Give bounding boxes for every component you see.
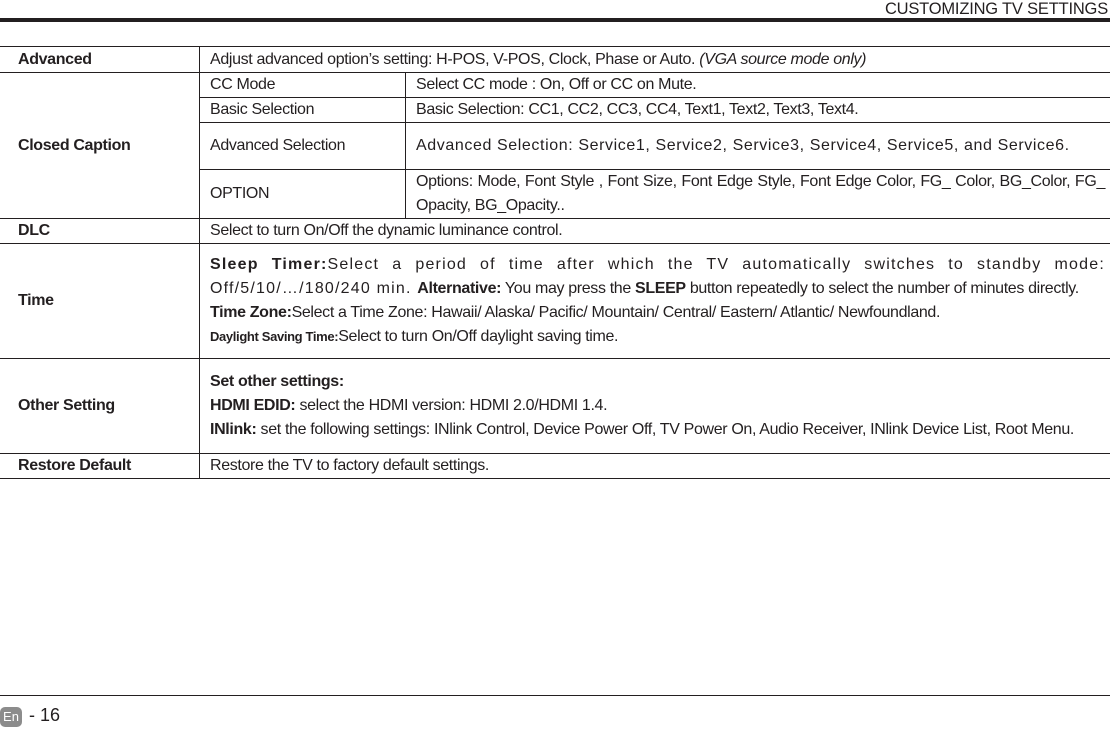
language-badge: En xyxy=(0,707,22,727)
row-label: Other Setting xyxy=(0,359,200,454)
inlink-desc: set the following settings: INlink Control, Device Power Off, TV Power On, Audio Receiver, INlink Device List, Root Menu. xyxy=(256,421,1074,438)
edid-desc: select the HDMI version: HDMI 2.0/HDMI 1.4. xyxy=(295,397,608,414)
table-row xyxy=(0,47,1110,73)
row-desc: Options: Mode, Font Style , Font Size, Font Edge Style, Font Edge Color, FG_ Color, BG_Color, FG_ Opacity, BG_Opacity.. xyxy=(406,170,1110,219)
row-label: DLC xyxy=(0,219,200,244)
table-row xyxy=(0,454,1110,479)
tz-desc: Select a Time Zone: Hawaii/ Alaska/ Pacific/ Mountain/ Central/ Eastern/ Atlantic/ Newfoundland. xyxy=(291,304,941,321)
row-label: Restore Default xyxy=(0,454,200,479)
row-desc: Restore the TV to factory default settings. xyxy=(200,454,1110,479)
row-desc: Basic Selection: CC1, CC2, CC3, CC4, Text1, Text2, Text3, Text4. xyxy=(406,98,1110,123)
sleep-label: Sleep Timer: xyxy=(210,256,328,273)
row-desc xyxy=(200,359,1110,454)
table-row xyxy=(0,219,1110,244)
footer-rule xyxy=(0,695,1110,696)
sub-label: CC Mode xyxy=(200,73,406,98)
row-label: Advanced xyxy=(0,47,200,73)
alt-desc: button repeatedly to select the number of minutes directly. xyxy=(685,280,1079,297)
desc-note: (VGA source mode only) xyxy=(699,50,867,68)
row-desc: Select to turn On/Off the dynamic luminance control. xyxy=(200,219,1110,244)
sleep-key: SLEEP xyxy=(635,280,686,297)
row-label: Closed Caption xyxy=(0,73,200,219)
row-desc: Advanced Selection: Service1, Service2, Service3, Service4, Service5, and Service6. xyxy=(406,123,1110,170)
dst-label: Daylight Saving Time: xyxy=(210,329,339,344)
alt-desc: You may press the xyxy=(501,280,635,297)
sub-label: Advanced Selection xyxy=(200,123,406,170)
inlink-label: INlink: xyxy=(210,421,257,438)
page-number: - 16 xyxy=(29,705,61,725)
desc-text: Adjust advanced option’s setting: H-POS, V-POS, Clock, Phase or Auto. xyxy=(210,50,700,68)
row-label: Time xyxy=(0,244,200,359)
table-row xyxy=(0,73,1110,98)
other-heading: Set other settings: xyxy=(210,373,344,390)
table-row xyxy=(0,359,1110,454)
row-desc xyxy=(200,244,1110,359)
tz-label: Time Zone: xyxy=(210,304,292,321)
settings-table xyxy=(0,46,1110,479)
alt-label: Alternative: xyxy=(417,280,502,297)
row-desc xyxy=(200,47,1110,73)
row-desc: Select CC mode : On, Off or CC on Mute. xyxy=(406,73,1110,98)
table-row xyxy=(0,244,1110,359)
sleep-desc: Select a period of time after which the TV automatically switches to standby mode: Off/5/10/…/180/240 min. xyxy=(210,256,1105,297)
sub-label: Basic Selection xyxy=(200,98,406,123)
section-title: CUSTOMIZING TV SETTINGS xyxy=(884,0,1108,18)
header-rule xyxy=(0,18,1110,22)
edid-label: HDMI EDID: xyxy=(210,397,296,414)
dst-desc: Select to turn On/Off daylight saving time. xyxy=(338,328,619,345)
sub-label: OPTION xyxy=(200,170,406,219)
